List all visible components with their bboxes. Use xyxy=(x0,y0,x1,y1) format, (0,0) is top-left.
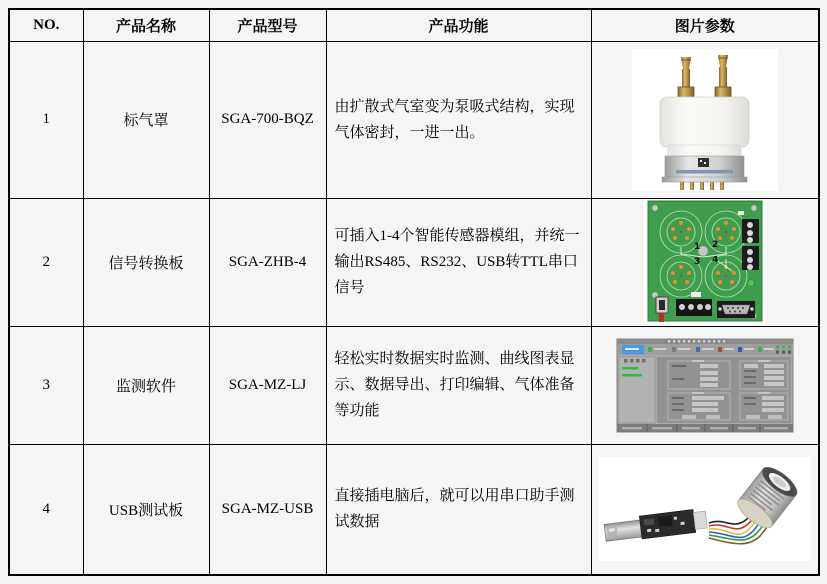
col-header-image-params: 图片参数 xyxy=(591,9,819,41)
product-name-cell: 信号转换板 xyxy=(83,198,209,326)
col-header-product-model: 产品型号 xyxy=(209,9,326,41)
product-function-cell: 由扩散式气室变为泵吸式结构，实现气体密封，一进一出。 xyxy=(326,41,591,198)
gas-hood-photo xyxy=(632,49,778,191)
col-header-product-name: 产品名称 xyxy=(83,9,209,41)
terminal-block-bottom xyxy=(676,299,712,316)
svg-text:4: 4 xyxy=(711,255,719,265)
product-spec-table xyxy=(8,8,820,576)
led-indicator xyxy=(747,280,754,287)
svg-text:3: 3 xyxy=(693,257,701,267)
software-toolbar xyxy=(617,344,793,355)
product-model-cell: SGA-MZ-USB xyxy=(209,444,326,575)
row-number: 1 xyxy=(9,41,83,198)
product-model-cell: SGA-MZ-LJ xyxy=(209,326,326,444)
product-function-cell: 直接插电脑后，就可以用串口助手测试数据 xyxy=(326,444,591,575)
col-header-no: NO. xyxy=(9,9,83,41)
product-name-cell: 标气罩 xyxy=(83,41,209,198)
signal-converter-board-photo xyxy=(644,199,766,325)
row-number: 4 xyxy=(9,444,83,575)
row-number: 3 xyxy=(9,326,83,444)
svg-text:1: 1 xyxy=(693,242,701,252)
software-left-panel xyxy=(619,357,655,423)
db9-connector xyxy=(717,301,755,318)
product-function-cell: 可插入1-4个智能传感器模组，并统一输出RS485、RS232、USB转TTL串口信号 xyxy=(326,198,591,326)
product-function-cell: 轻松实时数据实时监测、曲线图表显示、数据导出、打印编辑、气体准备等功能 xyxy=(326,326,591,444)
row-number: 2 xyxy=(9,198,83,326)
product-image-cell xyxy=(591,444,819,575)
product-image-cell xyxy=(591,41,819,198)
col-header-product-function: 产品功能 xyxy=(326,9,591,41)
product-image-cell xyxy=(591,326,819,444)
product-model-cell: SGA-700-BQZ xyxy=(209,41,326,198)
header-row xyxy=(9,9,819,41)
software-main-area xyxy=(657,357,791,423)
table-row xyxy=(9,198,819,326)
product-image-cell xyxy=(591,198,819,326)
table-row xyxy=(9,444,819,575)
table-row xyxy=(9,326,819,444)
monitoring-software-screenshot xyxy=(616,338,794,433)
product-model-cell: SGA-ZHB-4 xyxy=(209,198,326,326)
product-name-cell: 监测软件 xyxy=(83,326,209,444)
usb-test-board-photo xyxy=(599,457,811,561)
table-row xyxy=(9,41,819,198)
product-name-cell: USB测试板 xyxy=(83,444,209,575)
software-status-bar xyxy=(617,424,793,432)
product-table xyxy=(8,8,820,576)
svg-text:2: 2 xyxy=(711,240,719,250)
